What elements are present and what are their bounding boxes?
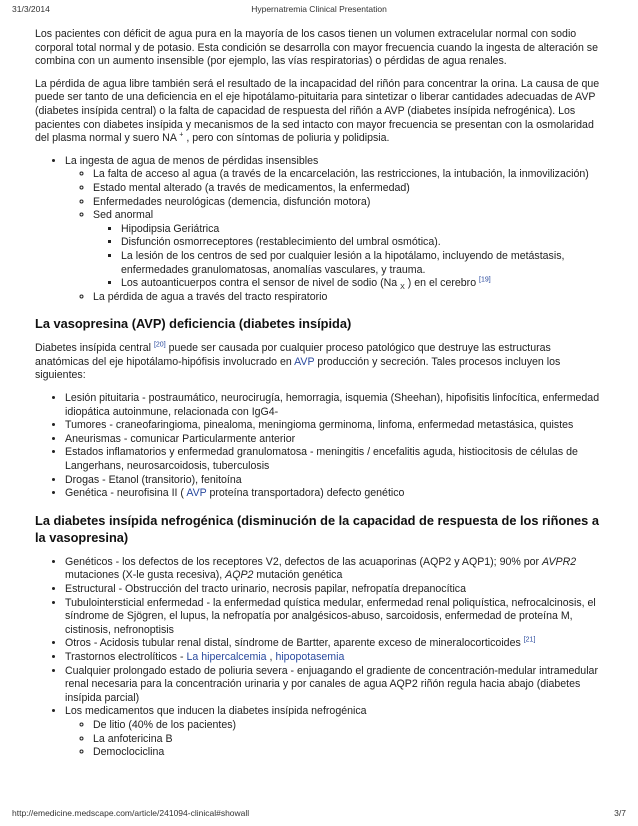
central-di-causes-list: [35, 392, 603, 501]
print-date: 31/3/2014: [12, 4, 50, 14]
nephrogenic-di-causes-list: [35, 556, 603, 760]
list-item: ◦ La pérdida de agua a través del tracto respiratorio: [93, 291, 603, 305]
list-item: ◦ Estado mental alterado (a través de medicamentos, la enfermedad): [93, 182, 603, 196]
list-item: ◦ La anfotericina B: [93, 733, 603, 747]
list-item: • Estructural - Obstrucción del tracto urinario, necrosis papilar, nefropatía drepanocítica: [65, 583, 603, 597]
avp-link[interactable]: AVP: [186, 487, 207, 500]
section-heading-nephrogenic-di: La diabetes insípida nefrogénica (disminución de la capacidad de respuesta de los riñones a la vasopresina): [35, 512, 599, 545]
document-title: Hypernatremia Clinical Presentation: [251, 4, 387, 14]
list-item: • Estados inflamatorios y enfermedad granulomatosa - meningitis / encefalitis aguda, histiocitosis de células de Langerhans, neurosarcoidosis, tuberculosis: [65, 446, 603, 473]
list-item: ◦ Enfermedades neurológicas (demencia, disfunción motora): [93, 196, 603, 210]
reference-link-19[interactable]: [19]: [479, 276, 491, 284]
sub-sub-list: [93, 223, 603, 291]
paragraph-intro: Los pacientes con déficit de agua pura en la mayoría de los casos tienen un volumen extracelular normal con sodio corporal total normal y de potasio. Esta condición se desarrolla con mayor frecuencia cuando la ingesta de alteración se combina con un aumento insensible (por ejemplo, las vías respiratorias) o pérdidas de agua renales.: [35, 28, 598, 68]
medications-list: [65, 719, 603, 760]
list-item: ▪ Los autoanticuerpos contra el sensor de nivel de sodio (Na $_X$ ) en el cerebro [19]: [121, 277, 603, 291]
reference-link-21[interactable]: [21]: [523, 636, 536, 644]
list-item: • Trastornos electrolíticos - La hipercalcemia , hipopotasemia: [65, 651, 603, 665]
sub-list: [65, 168, 603, 304]
list-item: ◦ De litio (40% de los pacientes): [93, 719, 603, 733]
list-item: • Lesión pituitaria - postraumático, neurocirugía, hemorragia, isquemia (Sheehan), hipofisitis linfocítica, enfermedad idiopática autoinmune, relacionada con IgG4-: [65, 392, 603, 419]
paragraph-free-water-loss: [35, 78, 603, 146]
page-footer: [12, 808, 626, 822]
avp-link[interactable]: AVP: [294, 355, 315, 368]
list-item: • Aneurismas - comunicar Particularmente anterior: [65, 433, 603, 447]
article-content: [35, 28, 603, 769]
list-item: • La ingesta de agua de menos de pérdidas insensibles ◦ La falta de acceso al agua (a través de la encarcelación, las restricciones, la intubación, la inmovilización) ◦ Estado mental alterado (a través de medicamentos, la enfermedad) ◦ Enfermedades neurológicas (demencia, disfunción motora) ◦ Sed anormal ▪ Hipodipsia Geriátrica ▪ Disfunción osmorreceptores (restablecimiento del umbral osmótica). ▪ La lesión de los centros de sed por cualquier lesión a la hipotálamo, incluyendo de metástasis, enfermedades granulomatosas, anomalías vasculares, y trauma. ▪ Los autoanticuerpos contra el sensor de nivel de sodio (Na $_X$ ) en el cerebro [19] ◦ La pérdida de agua a través del tracto respiratorio: [65, 155, 603, 305]
hypokalemia-link[interactable]: hipopotasemia: [275, 650, 345, 663]
subscript-x: X: [400, 284, 405, 292]
list-item: • Genética - neurofisina II ( AVP proteína transportadora) defecto genético: [65, 487, 603, 501]
list-item: ▪ Disfunción osmorreceptores (restablecimiento del umbral osmótica).: [121, 236, 603, 250]
list-item: • Otros - Acidosis tubular renal distal, síndrome de Bartter, aparente exceso de mineralocorticoides [21]: [65, 637, 603, 651]
superscript-plus: +: [179, 131, 184, 139]
list-item: • Cualquier prolongado estado de poliuria severa - enjuagando el gradiente de concentración-medular intramedular renal necesaria para la concentración urinaria y por canales de agua AQP2 riñón regula hacia abajo (diabetes insípida parcial): [65, 665, 603, 706]
list-item: • Genéticos - los defectos de los receptores V2, defectos de las acuaporinas (AQP2 y AQP1); 90% por AVPR2 mutaciones (X-le gusta recesiva), AQP2 mutación genética: [65, 556, 603, 583]
section-heading-avp-deficiency: La vasopresina (AVP) deficiencia (diabetes insípida): [35, 316, 352, 332]
list-item: • Tubulointersticial enfermedad - la enfermedad quística medular, enfermedad renal poliquística, nefrocalcinosis, el síndrome de Sjögren, el lupus, la nefropatía por analgésicos-abuso, sarcoidosis, enfermedad de proteína M, cistinosis, nefronoptisis: [65, 597, 603, 638]
page-number: 3/7: [614, 808, 626, 818]
hypercalcemia-link[interactable]: La hipercalcemia: [186, 650, 267, 663]
list-item: ◦ La falta de acceso al agua (a través de la encarcelación, las restricciones, la intubación, la inmovilización): [93, 168, 603, 182]
list-item: ▪ La lesión de los centros de sed por cualquier lesión a la hipotálamo, incluyendo de metástasis, enfermedades granulomatosas, anomalías vasculares, y trauma.: [121, 250, 603, 277]
causes-list: [35, 155, 603, 305]
list-item: ◦ Democlociclina: [93, 746, 603, 760]
source-url: http://emedicine.medscape.com/article/241094-clinical#showall: [12, 808, 250, 818]
page-header: [12, 4, 626, 18]
paragraph-central-di: Diabetes insípida central [20] puede ser causada por cualquier proceso patológico que destruye las estructuras anatómicas del eje hipotálamo-hipófisis involucrado en AVP producción y secreción. Tales procesos incluyen los siguientes:: [35, 341, 561, 382]
list-item: • Los medicamentos que inducen la diabetes insípida nefrogénica ◦ De litio (40% de los pacientes) ◦ La anfotericina B ◦ Democlociclina: [65, 705, 603, 759]
list-item: • Tumores - craneofaringioma, pinealoma, meningioma germinoma, linfoma, enfermedad metastásica, quistes: [65, 419, 603, 433]
reference-link-20[interactable]: [20]: [153, 341, 166, 349]
list-item: ▪ Hipodipsia Geriátrica: [121, 223, 603, 237]
list-item: • Drogas - Etanol (transitorio), fenitoína: [65, 474, 603, 488]
paragraph-tail: , pero con síntomas de poliuria y polidipsia.: [186, 132, 390, 145]
paragraph-text: La pérdida de agua libre también será el resultado de la incapacidad del riñón para concentrar la orina. La causa de que puede ser tanto de una deficiencia en el eje hipotálamo-pituitaria para sintetizar o liberar cantidades adecuadas de AVP (diabetes insípida central) o la falta de capacidad de respuesta del riñón a AVP (diabetes insípida nefrogénica). Los pacientes con diabetes insípida y mecanismos de la sed intacto con mayor frecuencia se presentan con la osmolaridad del plasma normal y suero NA: [35, 77, 600, 145]
list-item: ◦ Sed anormal ▪ Hipodipsia Geriátrica ▪ Disfunción osmorreceptores (restablecimiento del umbral osmótica). ▪ La lesión de los centros de sed por cualquier lesión a la hipotálamo, incluyendo de metástasis, enfermedades granulomatosas, anomalías vasculares, y trauma. ▪ Los autoanticuerpos contra el sensor de nivel de sodio (Na $_X$ ) en el cerebro [19]: [93, 209, 603, 291]
